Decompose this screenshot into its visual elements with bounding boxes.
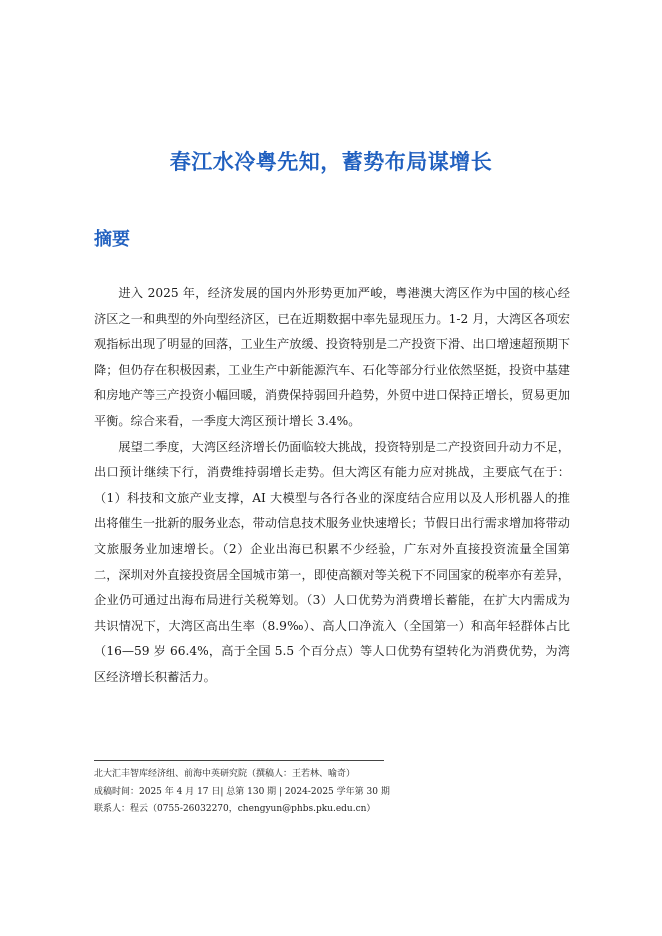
footnote-contact: 联系人：程云（0755-26032270，chengyun@phbs.pku.edu.cn） (94, 804, 376, 814)
abstract-paragraph-2: 展望二季度，大湾区经济增长仍面临较大挑战，投资特别是二产投资回升动力不足，出口预计继续下行，消费维持弱增长走势。但大湾区有能力应对挑战，主要底气在于：（1）科技和文旅产业支撑，AI 大模型与各行各业的深度结合应用以及人形机器人的推出将催生一批新的服务业态，带动信息技术服务业快速增长；节假日出行需求增加将带动文旅服务业加速增长。（2）企业出海已积累不少经验，广东对外直接投资流量全国第二，深圳对外直接投资居全国城市第一，即使高额对等关税下不同国家的税率亦有差异，企业仍可通过出海布局进行关税筹划。（3）人口优势为消费增长蓄能，在扩大内需成为共识情况下，大湾区高出生率（8.9‰）、高人口净流入（全国第一）和高年轻群体占比（16—59 岁 66.4%，高于全国 5.5 个百分点）等人口优势有望转化为消费优势，为湾区经济增长积蓄活力。 (94, 439, 570, 684)
footnote-divider (94, 760, 384, 761)
footnote-issue-info: 成稿时间：2025 年 4 月 17 日| 总第 130 期 | 2024-2025 学年第 30 期 (94, 786, 390, 797)
abstract-body (94, 281, 570, 691)
abstract-paragraph-1: 进入 2025 年，经济发展的国内外形势更加严峻，粤港澳大湾区作为中国的核心经济区之一和典型的外向型经济区，已在近期数据中率先显现压力。1-2 月，大湾区各项宏观指标出现了明显的回落，工业生产放缓、投资特别是二产投资下滑、出口增速超预期下降；但仍存在积极因素，工业生产中新能源汽车、石化等部分行业依然坚挺，投资中基建和房地产等三产投资小幅回暖，消费保持弱回升趋势，外贸中进口保持正增长，贸易更加平衡。综合来看，一季度大湾区预计增长 3.4%。 (94, 286, 570, 428)
footnote (94, 766, 390, 819)
footnote-authors: 北大汇丰智库经济组、前海中英研究院（撰稿人：王若林、喻奇） (94, 769, 356, 779)
section-heading-abstract: 摘要 (94, 229, 130, 250)
document-title: 春江水冷粤先知，蓄势布局谋增长 (169, 150, 493, 174)
